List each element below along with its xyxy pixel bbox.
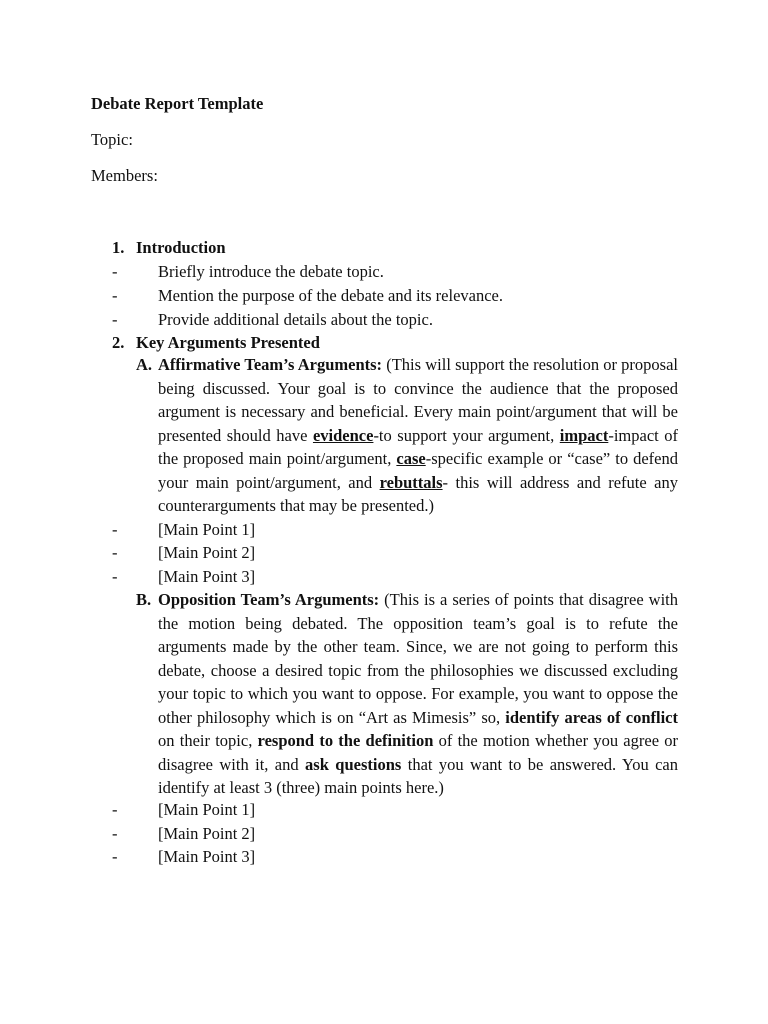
opposition-main-point-3: [Main Point 3] — [158, 847, 256, 866]
opposition-text-3: of the motion whether you agree or disagree with it, and — [158, 731, 678, 774]
affirmative-main-point-2: [Main Point 2] — [158, 543, 256, 562]
opposition-text-1: (This is a series of points that disagree with the motion being debated. The opposition team’s goal is to refute the arguments made by the other team. Since, we are not going to perform this debate, choose a desired topic from the philosophies we discussed excluding your topic to which you want to oppose. For example, you want to oppose the other philosophy which is on “Art as Mimesis” so, — [158, 590, 678, 727]
affirmative-text-5: - this will address and refute any counterarguments that may be presented.) — [158, 472, 678, 515]
bullet-dash: - — [112, 286, 118, 305]
affirmative-text-1: (This will support the resolution or proposal being discussed. Your goal is to convince the audience that the proposed argument is necessary and beneficial. Every main point/argument that will be presented should have — [158, 355, 679, 445]
bullet-dash: - — [112, 310, 118, 329]
affirmative-text-4: -specific example or “case” to defend your main point/argument, and — [158, 449, 679, 492]
bullet-dash: - — [112, 520, 118, 539]
bullet-dash: - — [112, 567, 118, 586]
bullet-dash: - — [112, 800, 118, 819]
affirmative-text-2: -to support your argument, — [373, 425, 560, 445]
section-2-heading: Key Arguments Presented — [136, 333, 320, 352]
respond-definition-term: respond to the definition — [257, 731, 434, 750]
evidence-term: evidence — [312, 425, 374, 445]
bullet-dash: - — [112, 262, 118, 281]
intro-bullet-3: Provide additional details about the topic. — [158, 310, 433, 329]
impact-term: impact — [559, 425, 609, 445]
bullet-dash: - — [112, 847, 118, 866]
section-1-number: 1. — [112, 238, 125, 257]
opposition-main-point-2: [Main Point 2] — [158, 824, 256, 843]
opposition-paragraph — [158, 588, 678, 800]
identify-conflict-term: identify areas of conflict — [505, 707, 678, 727]
bullet-dash: - — [112, 824, 118, 843]
opposition-heading: Opposition Team’s Arguments: — [158, 590, 380, 609]
bullet-dash: - — [112, 543, 118, 562]
section-1-heading: Introduction — [136, 238, 226, 257]
affirmative-main-point-1: [Main Point 1] — [158, 520, 256, 539]
document-title: Debate Report Template — [91, 94, 264, 113]
subsection-b-letter: B. — [136, 590, 152, 609]
opposition-text-4: that you want to be answered. You can identify at least 3 (three) main points here.) — [158, 754, 679, 797]
ask-questions-term: ask questions — [305, 754, 402, 774]
case-term: case — [396, 449, 426, 468]
members-label: Members: — [91, 166, 158, 185]
intro-bullet-1: Briefly introduce the debate topic. — [158, 262, 384, 281]
intro-bullet-2: Mention the purpose of the debate and its relevance. — [158, 286, 504, 305]
opposition-main-point-1: [Main Point 1] — [158, 800, 256, 819]
affirmative-paragraph — [158, 353, 678, 518]
affirmative-main-point-3: [Main Point 3] — [158, 567, 256, 586]
topic-label: Topic: — [91, 130, 133, 149]
affirmative-text-3: -impact of the proposed main point/argument, — [158, 425, 678, 468]
subsection-a-letter: A. — [136, 355, 153, 374]
affirmative-heading: Affirmative Team’s Arguments: — [158, 355, 383, 374]
opposition-text-2: on their topic, — [158, 731, 258, 750]
section-2-number: 2. — [112, 333, 125, 352]
rebuttals-term: rebuttals — [379, 472, 443, 492]
